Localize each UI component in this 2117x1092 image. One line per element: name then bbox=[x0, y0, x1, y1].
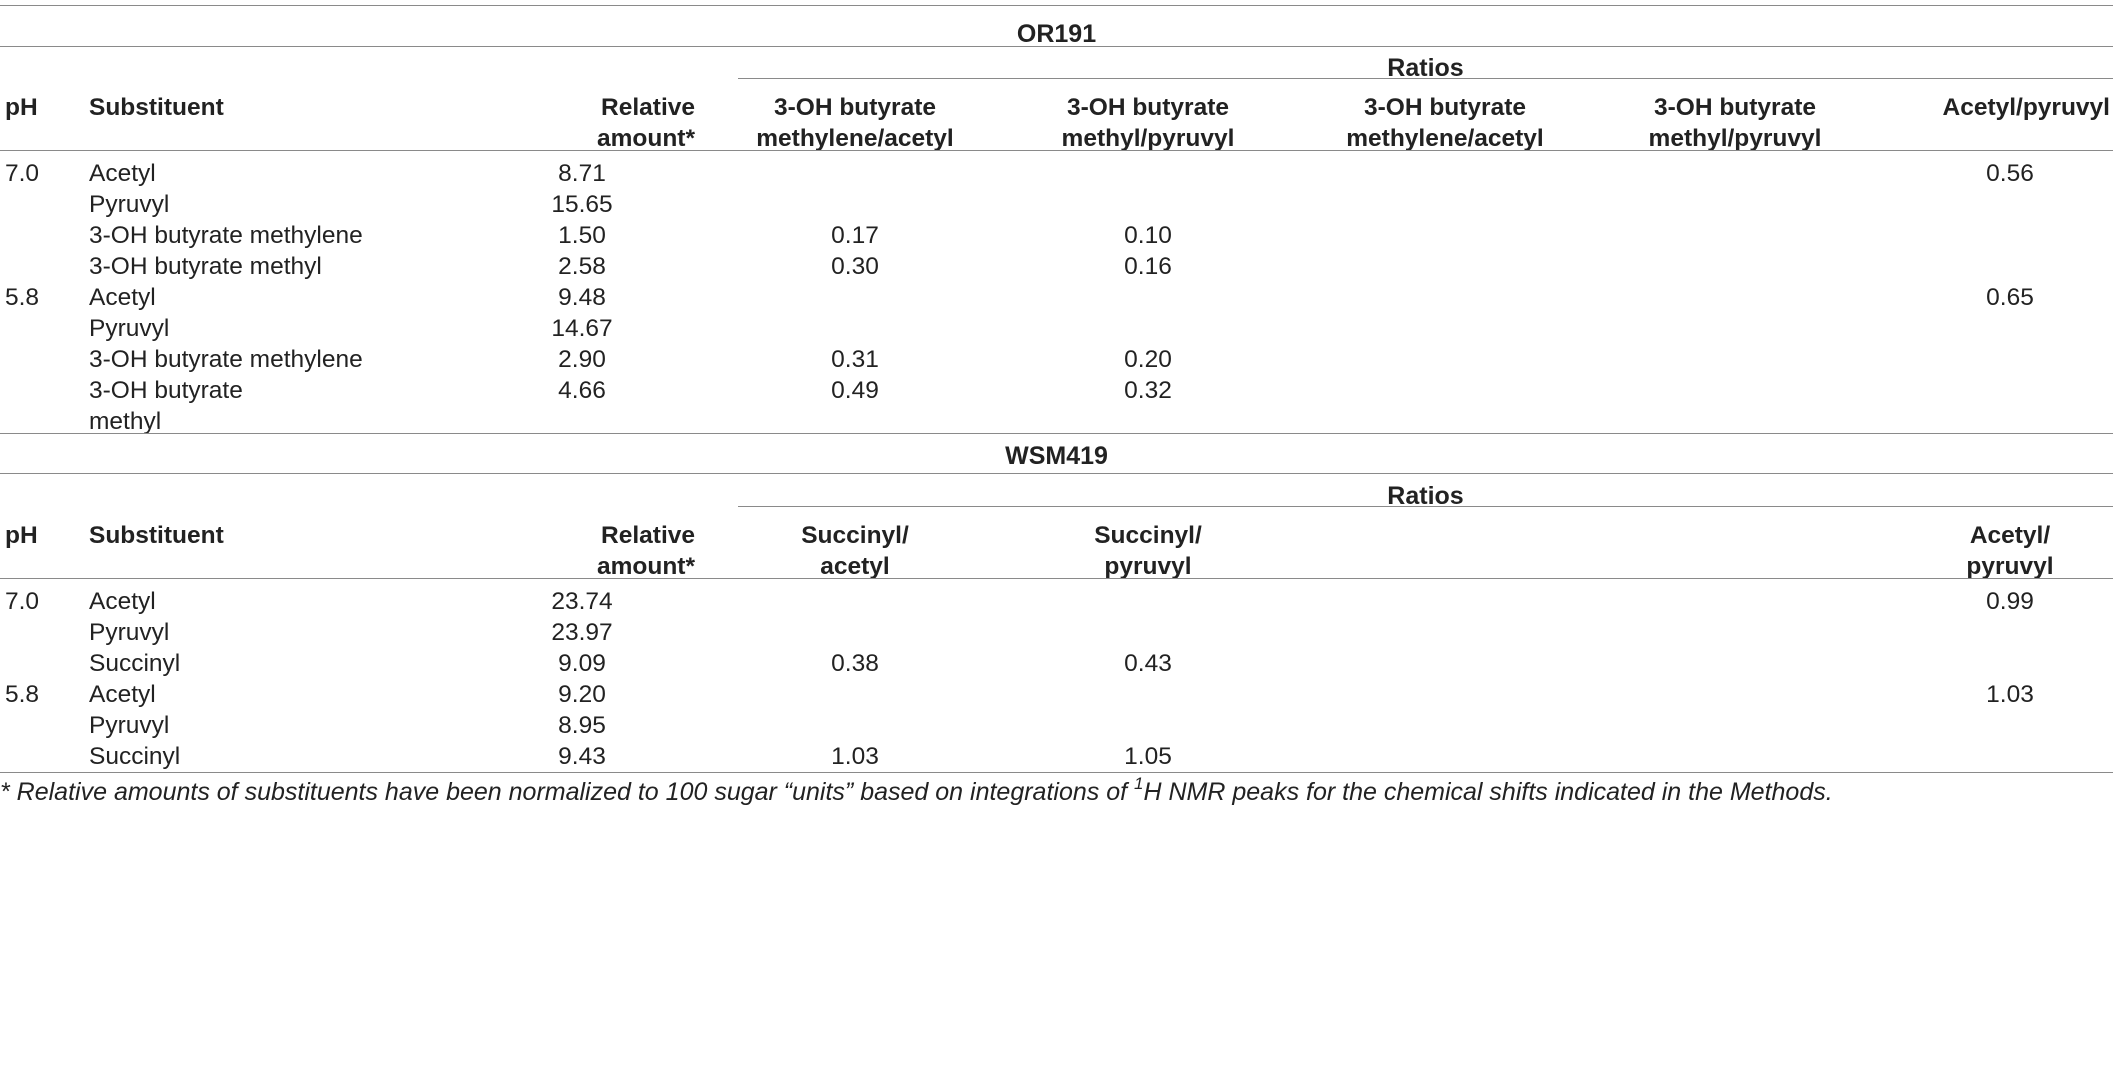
cell-acetyl-pyruvyl: 1.03 bbox=[1986, 681, 2034, 708]
cell-ratio-1: 0.31 bbox=[831, 346, 879, 373]
header-ph: pH bbox=[5, 94, 38, 121]
cell-ph: 5.8 bbox=[5, 681, 40, 708]
cell-substituent: 3-OH butyrate methyl bbox=[89, 253, 322, 280]
cell-substituent: Pyruvyl bbox=[89, 191, 170, 218]
cell-substituent: Succinyl bbox=[89, 743, 181, 770]
cell-substituent: Acetyl bbox=[89, 681, 156, 708]
footnote bbox=[0, 774, 1833, 807]
cell-amount: 23.97 bbox=[551, 619, 613, 646]
rule-under-title bbox=[0, 473, 2113, 474]
header-relative-amount: Relative amount* bbox=[597, 522, 695, 580]
header-succinyl-acetyl: Succinyl/ acetyl bbox=[801, 522, 909, 580]
cell-ratio-1: 0.30 bbox=[831, 253, 879, 280]
cell-ratio-1: 0.17 bbox=[831, 222, 879, 249]
cell-ratio-2: 0.43 bbox=[1124, 650, 1172, 677]
header-acetyl-pyruvyl: Acetyl/pyruvyl bbox=[1942, 94, 2110, 121]
header-succinyl-pyruvyl: Succinyl/ pyruvyl bbox=[1094, 522, 1202, 580]
cell-amount: 9.20 bbox=[558, 681, 606, 708]
header-ph: pH bbox=[5, 522, 38, 549]
cell-substituent: 3-OH butyrate methylene bbox=[89, 346, 363, 373]
cell-acetyl-pyruvyl: 0.99 bbox=[1986, 588, 2034, 615]
cell-substituent: Acetyl bbox=[89, 588, 156, 615]
cell-ph: 7.0 bbox=[5, 160, 40, 187]
cell-amount: 9.43 bbox=[558, 743, 606, 770]
cell-amount: 14.67 bbox=[551, 315, 613, 342]
cell-amount: 9.48 bbox=[558, 284, 606, 311]
cell-substituent: Pyruvyl bbox=[89, 315, 170, 342]
cell-substituent: 3-OH butyrate methylene bbox=[89, 222, 363, 249]
cell-amount: 4.66 bbox=[558, 377, 606, 404]
cell-ratio-2: 0.20 bbox=[1124, 346, 1172, 373]
cell-amount: 9.09 bbox=[558, 650, 606, 677]
cell-ph: 5.8 bbox=[5, 284, 40, 311]
cell-ph: 7.0 bbox=[5, 588, 40, 615]
header-ratio-1: 3-OH butyrate methylene/acetyl bbox=[756, 94, 954, 152]
rule-under-ratios bbox=[738, 78, 2113, 79]
header-ratio-4: 3-OH butyrate methyl/pyruvyl bbox=[1648, 94, 1822, 152]
rule-section-divider bbox=[0, 433, 2113, 434]
cell-substituent: Succinyl bbox=[89, 650, 181, 677]
cell-ratio-1: 0.38 bbox=[831, 650, 879, 677]
cell-amount: 8.95 bbox=[558, 712, 606, 739]
cell-ratio-2: 0.32 bbox=[1124, 377, 1172, 404]
cell-substituent: Acetyl bbox=[89, 284, 156, 311]
cell-substituent: Pyruvyl bbox=[89, 712, 170, 739]
cell-ratio-2: 0.16 bbox=[1124, 253, 1172, 280]
cell-substituent: Pyruvyl bbox=[89, 619, 170, 646]
cell-amount: 2.90 bbox=[558, 346, 606, 373]
cell-ratio-1: 1.03 bbox=[831, 743, 879, 770]
rule-under-header bbox=[0, 578, 2113, 579]
ratios-group-label: Ratios bbox=[1387, 54, 1464, 82]
header-ratio-3: 3-OH butyrate methylene/acetyl bbox=[1346, 94, 1544, 152]
footnote-superscript: 1 bbox=[1134, 774, 1144, 793]
footnote-text: * Relative amounts of substituents have been normalized to 100 sugar “units” based on integrations of bbox=[0, 778, 1135, 806]
header-relative-amount: Relative amount* bbox=[597, 94, 695, 152]
rule-under-ratios bbox=[738, 506, 2113, 507]
cell-amount: 23.74 bbox=[551, 588, 613, 615]
cell-substituent: Acetyl bbox=[89, 160, 156, 187]
cell-acetyl-pyruvyl: 0.65 bbox=[1986, 284, 2034, 311]
ratios-group-label: Ratios bbox=[1387, 482, 1464, 510]
cell-amount: 1.50 bbox=[558, 222, 606, 249]
rule-under-title bbox=[0, 46, 2113, 47]
rule-under-header bbox=[0, 150, 2113, 151]
header-substituent: Substituent bbox=[89, 94, 224, 121]
footnote-text-end: H NMR peaks for the chemical shifts indicated in the Methods. bbox=[1143, 778, 1833, 806]
header-acetyl-pyruvyl: Acetyl/ pyruvyl bbox=[1966, 522, 2054, 580]
cell-amount: 2.58 bbox=[558, 253, 606, 280]
rule-top bbox=[0, 5, 2113, 6]
section-title-wsm419: WSM419 bbox=[1005, 442, 1108, 470]
header-ratio-2: 3-OH butyrate methyl/pyruvyl bbox=[1061, 94, 1235, 152]
cell-substituent: 3-OH butyrate methyl bbox=[89, 377, 243, 435]
header-substituent: Substituent bbox=[89, 522, 224, 549]
cell-amount: 8.71 bbox=[558, 160, 606, 187]
cell-ratio-2: 0.10 bbox=[1124, 222, 1172, 249]
cell-ratio-1: 0.49 bbox=[831, 377, 879, 404]
cell-amount: 15.65 bbox=[551, 191, 613, 218]
cell-ratio-2: 1.05 bbox=[1124, 743, 1172, 770]
rule-bottom bbox=[0, 772, 2113, 773]
cell-acetyl-pyruvyl: 0.56 bbox=[1986, 160, 2034, 187]
section-title-or191: OR191 bbox=[1016, 20, 1097, 48]
